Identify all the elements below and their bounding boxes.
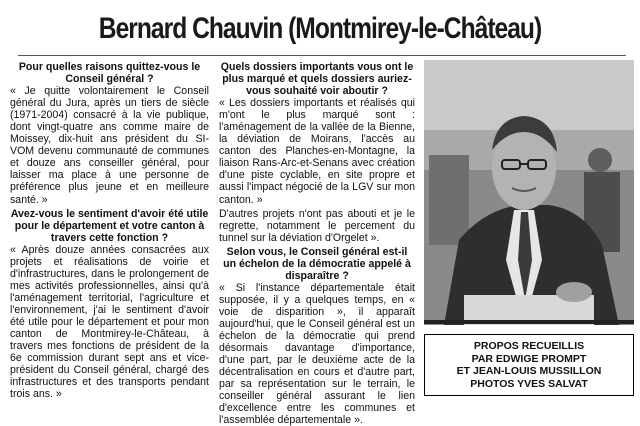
answer-4: « Si l'instance départementale était supposée, il y a quelques temps, en « voie de disparition », il apparaît aujourd'hui, que le Conseil général est un échelon de la démocratie qui prend désormais davantage d'importance, d'une part, par le deuxième acte de la décentralisation en cours et d'autre part, par sa représentation sur le terrain, le conseiller général assurant le lien d'excellence entre les communes et l'assemblée départementale ». — [219, 281, 415, 426]
question-2: Avez-vous le sentiment d'avoir été utile pour le département et votre canton à travers cette fonction ? — [10, 207, 209, 244]
portrait-photo-graphic — [424, 60, 634, 325]
answer-3-continued: D'autres projets n'ont pas abouti et je le regrette, notamment le percement du tunnel sur la déviation d'Orgelet ». — [219, 207, 415, 244]
credit-line-3: ET JEAN-LOUIS MUSSILLON — [456, 365, 602, 377]
column-middle — [219, 61, 415, 426]
credit-line-2: PAR EDWIGE PROMPT — [471, 352, 587, 365]
portrait-photo — [424, 60, 634, 325]
answer-1: « Je quitte volontairement le Conseil général du Jura, après un tiers de siècle (1971-2004) consacré à la vie publique, dont vingt-quatre ans comme maire de Moissey, dix-huit ans président du SI-VOM devenu communauté de communes et douze ans conseiller général, pour laisser ma place à une personne de préférence plus jeune et en meilleure santé. » — [10, 85, 209, 206]
credit-line-4: PHOTOS YVES SALVAT — [470, 377, 588, 390]
question-3: Quels dossiers importants vous ont le plus marqué et quels dossiers auriez-vous souhaité voir aboutir ? — [220, 61, 414, 98]
answer-3: « Les dossiers importants et réalisés qui m'ont le plus marqué sont : l'aménagement de la vallée de la Bienne, la déviation de Moirans, l'accès au canton des Planches-en-Montagne, la liaison Rans-Arc-et-Senans avec création d'une piste cyclable, en site propre et aussi l'impact négocié de la LGV sur mon canton. » — [219, 97, 415, 206]
question-1: Pour quelles raisons quittez-vous le Conseil général ? — [18, 61, 201, 86]
title-rule — [18, 55, 626, 56]
credit-line-1: PROPOS RECUEILLIS — [473, 340, 585, 352]
credits-box — [424, 334, 634, 396]
question-4: Selon vous, le Conseil général est-il un échelon de la démocratie appelé à disparaître ? — [223, 245, 411, 282]
answer-2: « Après douze années consacrées aux projets et réalisations de voirie et d'infrastructures, dans le prolongement de mes activités professionnelles, ainsi qu'à l'aménagement territorial, l'agriculture et l'environnement, j'ai le sentiment d'avoir été utile pour le département et pour mon canton de Montmirey-le-Château, à travers mes fonctions de président de la 6e commission durant sept ans et vice-président du Conseil général, chargé des infrastructures et des transports pendant trois ans. » — [10, 243, 209, 401]
column-left — [10, 61, 209, 400]
article-title: Bernard Chauvin (Montmirey-le-Château) — [98, 12, 542, 45]
